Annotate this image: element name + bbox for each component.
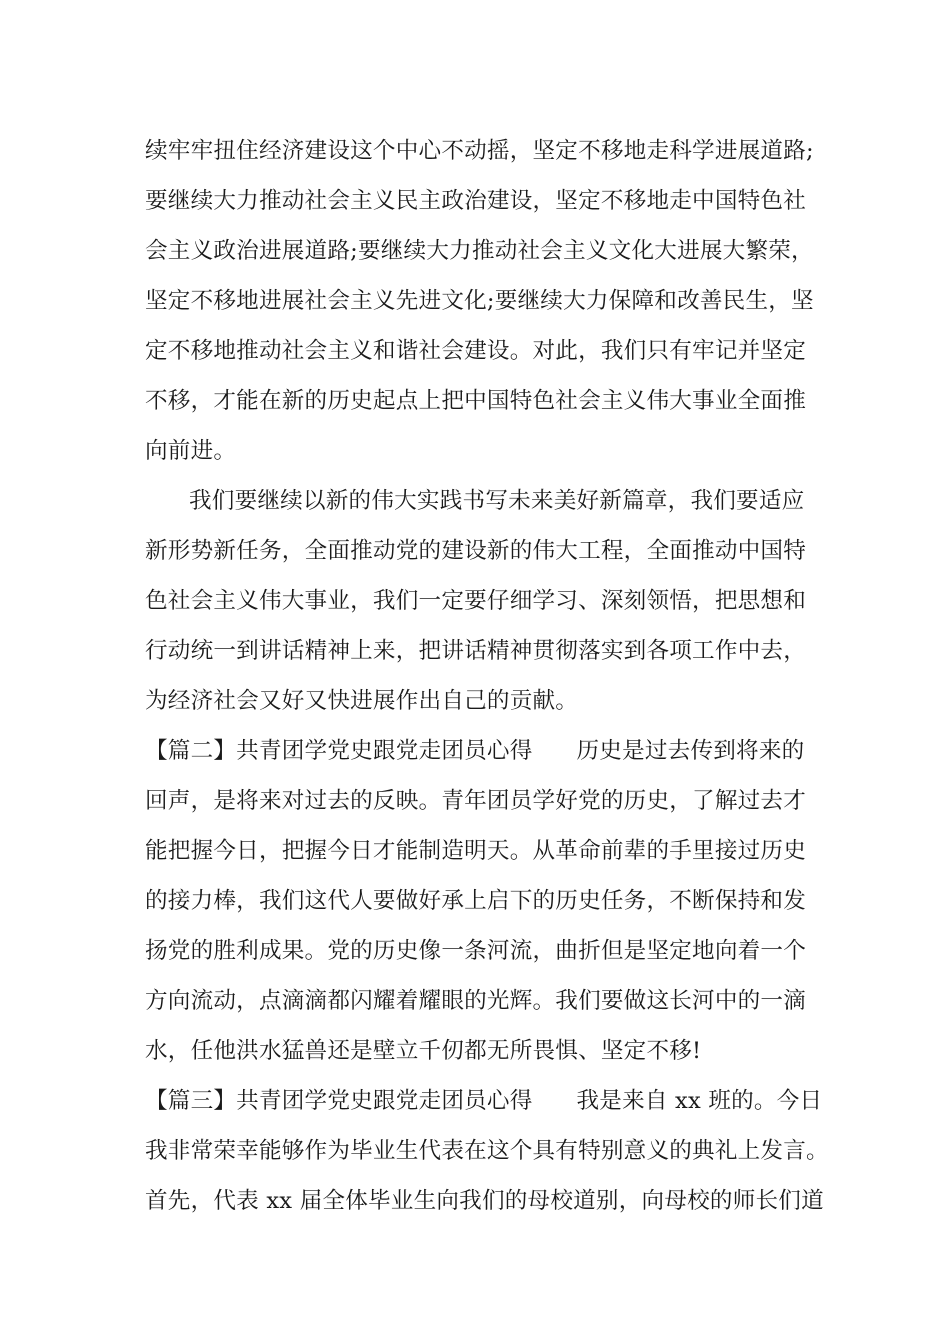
paragraph-2	[145, 476, 825, 726]
text-line: 为经济社会又好又快进展作出自己的贡献。	[145, 688, 579, 714]
text-line: 方向流动，点滴滴都闪耀着耀眼的光辉。我们要做这长河中的一滴	[145, 988, 807, 1014]
text-fragment: 我是来自 xx 班的。今日	[576, 1088, 823, 1114]
text-line: 不移，才能在新的历史起点上把中国特色社会主义伟大事业全面推	[145, 388, 807, 414]
section-2	[145, 726, 825, 1076]
text-line: 回声，是将来对过去的反映。青年团员学好党的历史，了解过去才	[145, 788, 807, 814]
text-line: 我们要继续以新的伟大实践书写未来美好新篇章，我们要适应	[189, 488, 805, 514]
text-line: 定不移地推动社会主义和谐社会建设。对此，我们只有牢记并坚定	[145, 338, 807, 364]
document-body	[145, 126, 829, 1226]
text-line: 水，任他洪水猛兽还是壁立千仞都无所畏惧、坚定不移!	[145, 1038, 702, 1064]
section-heading-line	[145, 726, 825, 776]
text-fragment: 历史是过去传到将来的	[576, 738, 805, 764]
text-line: 要继续大力推动社会主义民主政治建设，坚定不移地走中国特色社	[145, 188, 807, 214]
text-line: 向前进。	[145, 438, 237, 464]
text-line: 行动统一到讲话精神上来，把讲话精神贯彻落实到各项工作中去，	[145, 638, 807, 664]
text-line: 我非常荣幸能够作为毕业生代表在这个具有特别意义的典礼上发言。	[145, 1138, 829, 1164]
text-line: 色社会主义伟大事业，我们一定要仔细学习、深刻领悟，把思想和	[145, 588, 807, 614]
paragraph-1	[145, 126, 825, 476]
text-line: 扬党的胜利成果。党的历史像一条河流，曲折但是坚定地向着一个	[145, 938, 807, 964]
text-line: 的接力棒，我们这代人要做好承上启下的历史任务，不断保持和发	[145, 888, 807, 914]
text-line: 续牢牢扭住经济建设这个中心不动摇，坚定不移地走科学进展道路;	[145, 138, 814, 164]
text-line: 能把握今日，把握今日才能制造明天。从革命前辈的手里接过历史	[145, 838, 807, 864]
text-line: 首先，代表 xx 届全体毕业生向我们的母校道别，向母校的师长们道	[145, 1188, 824, 1214]
section-heading-line	[145, 1076, 825, 1126]
section-title: 【篇三】共青团学党史跟党走团员心得	[145, 1088, 533, 1114]
section-title: 【篇二】共青团学党史跟党走团员心得	[145, 738, 533, 764]
text-line: 会主义政治进展道路;要继续大力推动社会主义文化大进展大繁荣，	[145, 238, 814, 264]
section-3	[145, 1076, 829, 1226]
text-line: 新形势新任务，全面推动党的建设新的伟大工程，全面推动中国特	[145, 538, 807, 564]
text-line: 坚定不移地进展社会主义先进文化;要继续大力保障和改善民生，坚	[145, 288, 814, 314]
